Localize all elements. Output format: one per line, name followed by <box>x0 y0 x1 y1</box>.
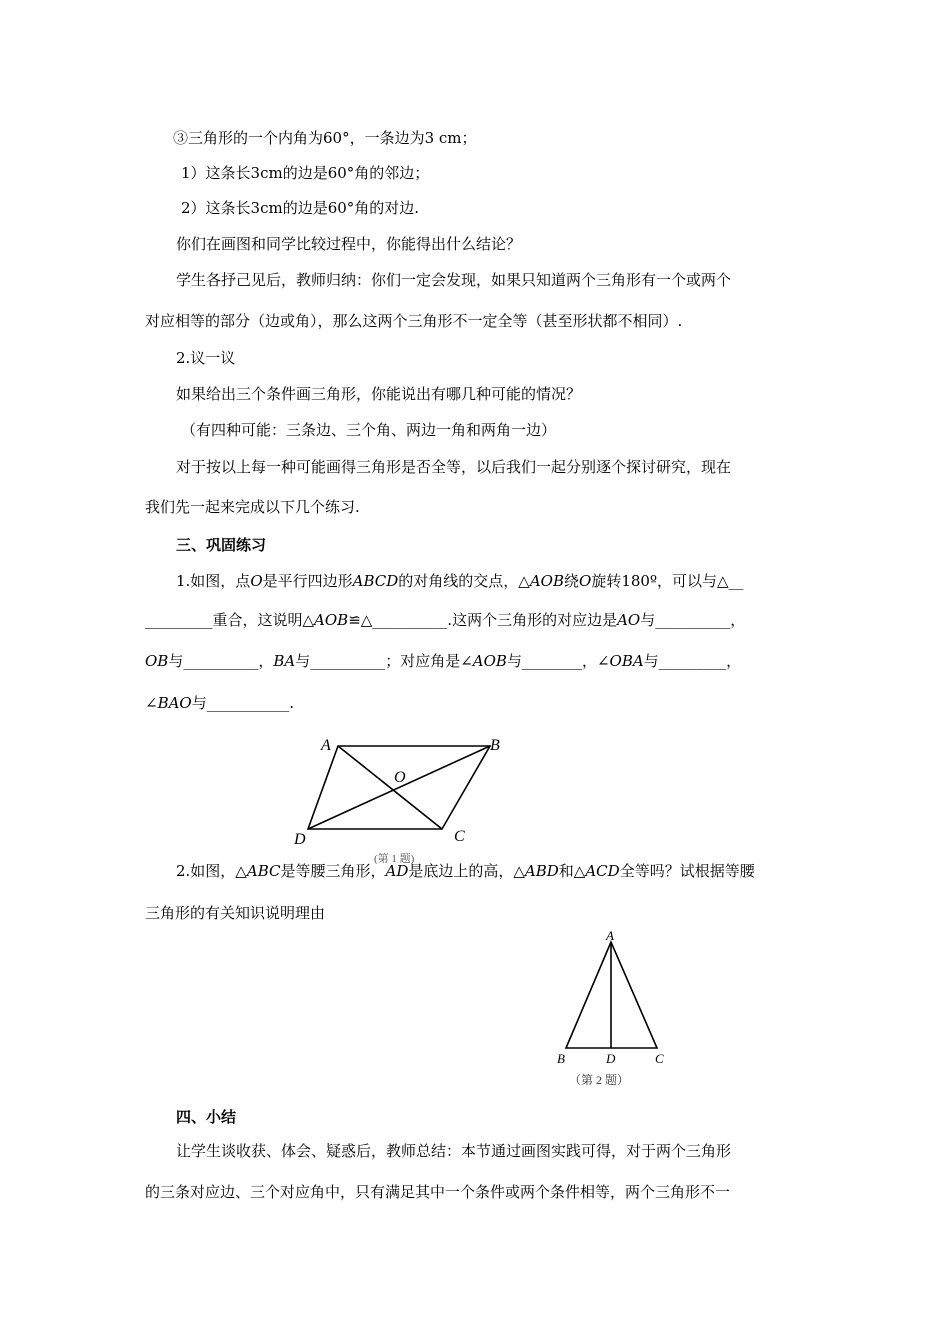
conclusion-heading: 四、小结 <box>176 1108 237 1126</box>
discuss-heading: 2.议一议 <box>176 349 236 367</box>
conclusion-para-line-2: 的三条对应边、三个对应角中，只有满足其中一个条件或两个条件相等，两个三角形不一 <box>145 1183 731 1201</box>
intro-case3: ③三角形的一个内角为60°，一条边为3 cm； <box>173 129 477 147</box>
question-1-line-2: _________重合，这说明△AOB≌△__________.这两个三角形的对应边是AO与__________， <box>145 611 746 629</box>
practice-heading: 三、巩固练习 <box>176 536 267 554</box>
fig2-label-d: D <box>606 1051 616 1066</box>
question-2-line-2: 三角形的有关知识说明理由 <box>145 904 326 922</box>
fig2-label-c: C <box>655 1051 664 1066</box>
intro-summary-line-2: 对应相等的部分（边或角），那么这两个三角形不一定全等（甚至形状都不相同）. <box>145 312 683 330</box>
fig1-label-c: C <box>454 828 465 845</box>
parallelogram-figure <box>290 732 520 867</box>
fig1-label-b: B <box>490 737 500 754</box>
intro-case3-b: 2）这条长3cm的边是60°角的对边. <box>181 199 420 217</box>
discuss-para-line-2: 我们先一起来完成以下几个练习. <box>145 498 360 516</box>
intro-summary-line-1: 学生各抒己见后，教师归纳：你们一定会发现，如果只知道两个三角形有一个或两个 <box>176 271 732 289</box>
fig2-caption: （第 2 题） <box>569 1073 630 1087</box>
question-1-line-3: OB与__________，BA与__________；对应角是∠AOB与________，∠OBA与_________， <box>145 652 742 670</box>
discuss-answer: （有四种可能：三条边、三个角、两边一角和两角一边） <box>181 421 557 439</box>
fig1-caption: (第 1 题) <box>374 853 415 865</box>
question-1-line-4: ∠BAO与___________. <box>145 694 295 712</box>
fig2-label-b: B <box>557 1051 565 1066</box>
intro-case3-a: 1）这条长3cm的边是60°角的邻边； <box>181 164 430 182</box>
fig1-label-o: O <box>394 769 406 786</box>
discuss-question: 如果给出三个条件画三角形，你能说出有哪几种可能的情况？ <box>176 385 582 403</box>
question-2-line-1: 2.如图，△ABC是等腰三角形，AD是底边上的高，△ABD和△ACD全等吗？试根据等腰 <box>176 862 755 880</box>
diagonal-bd <box>308 746 490 829</box>
isosceles-triangle-figure <box>552 928 672 1090</box>
question-1-line-1: 1.如图，点O是平行四边形ABCD的对角线的交点，△AOB绕O旋转180º，可以与△__ <box>176 572 744 590</box>
fig1-label-d: D <box>294 831 306 848</box>
diagonal-ac <box>338 746 442 829</box>
conclusion-para-line-1: 让学生谈收获、体会、疑惑后，教师总结：本节通过画图实践可得，对于两个三角形 <box>176 1142 732 1160</box>
intro-question: 你们在画图和同学比较过程中，你能得出什么结论？ <box>176 235 522 253</box>
fig1-label-a: A <box>321 737 331 754</box>
fig2-label-a: A <box>606 928 614 943</box>
discuss-para-line-1: 对于按以上每一种可能画得三角形是否全等，以后我们一起分别逐个探讨研究，现在 <box>176 458 732 476</box>
